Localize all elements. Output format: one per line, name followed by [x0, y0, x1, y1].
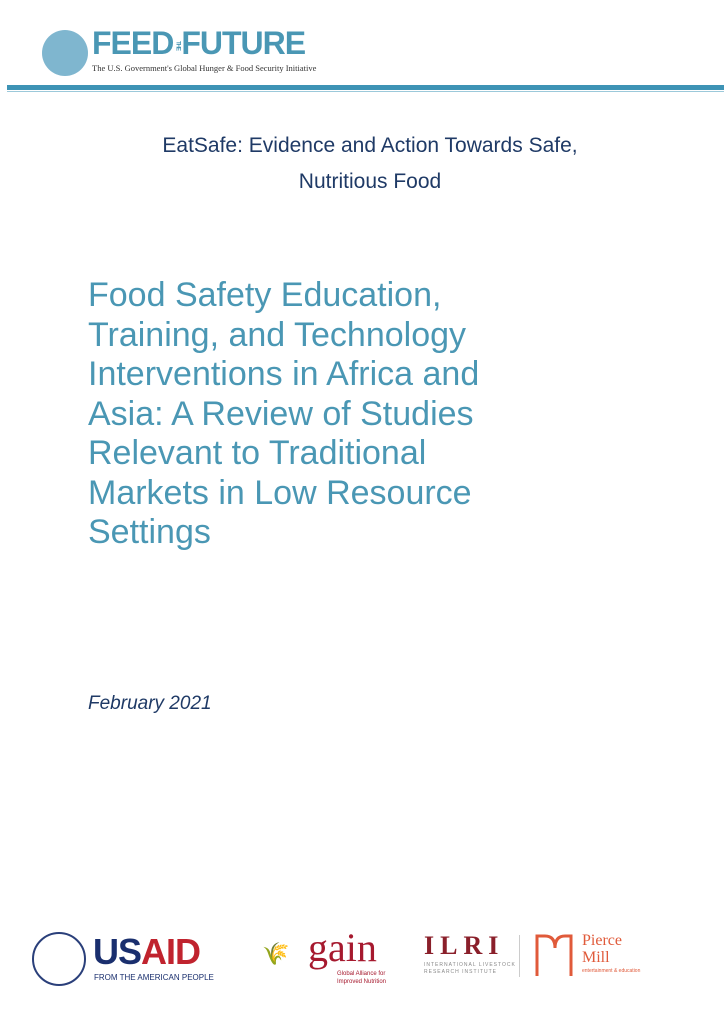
- title-line: Asia: A Review of Studies: [88, 394, 474, 433]
- pierce-mill-logo: [582, 932, 622, 966]
- title-line: Training, and Technology: [88, 315, 467, 354]
- pierce-mill-tagline: entertainment & education: [582, 968, 641, 974]
- ilri-logo: ILRI: [424, 931, 505, 960]
- gain-tagline: Global Alliance for Improved Nutrition: [337, 971, 387, 985]
- title-line: Interventions in Africa and: [88, 355, 480, 393]
- logo-the: THE: [174, 41, 181, 51]
- logo-text: FEED: [92, 25, 174, 61]
- pm-name-line: Mill: [582, 949, 610, 966]
- ilri-tagline: INTERNATIONAL LIVESTOCK RESEARCH INSTITUTE: [424, 962, 516, 975]
- subtitle-line: EatSafe: Evidence and Action Towards Safe,: [162, 134, 578, 157]
- title-line: Settings: [88, 513, 211, 551]
- title-line: Markets in Low Resource: [88, 473, 472, 512]
- title-line: Relevant to Traditional: [88, 434, 427, 472]
- usaid-aid: AID: [141, 931, 201, 972]
- gain-bowl-icon: 🌾: [262, 941, 290, 966]
- feed-the-future-logo: [92, 27, 305, 60]
- gain-logo: gain: [308, 925, 377, 970]
- title-line: Food Safety Education,: [88, 276, 442, 314]
- logo-tagline: The U.S. Government's Global Hunger & Food Security Initiative: [92, 63, 317, 73]
- us-seal-icon: [42, 30, 88, 76]
- pierce-mill-mark-icon: [533, 932, 575, 976]
- logo-divider: [519, 935, 520, 977]
- usaid-seal-icon: [32, 932, 86, 986]
- publication-date: February 2021: [88, 693, 212, 714]
- usaid-us: US: [93, 931, 142, 972]
- report-title: [88, 276, 608, 553]
- header-divider-thin: [7, 91, 724, 92]
- header-divider: [7, 85, 724, 90]
- usaid-logo: [93, 931, 201, 972]
- pm-name-line: Pierce: [582, 932, 622, 949]
- subtitle-line: Nutritious Food: [298, 170, 442, 193]
- usaid-tagline: FROM THE AMERICAN PEOPLE: [94, 973, 214, 982]
- project-subtitle: [60, 128, 680, 200]
- logo-text: FUTURE: [181, 25, 306, 61]
